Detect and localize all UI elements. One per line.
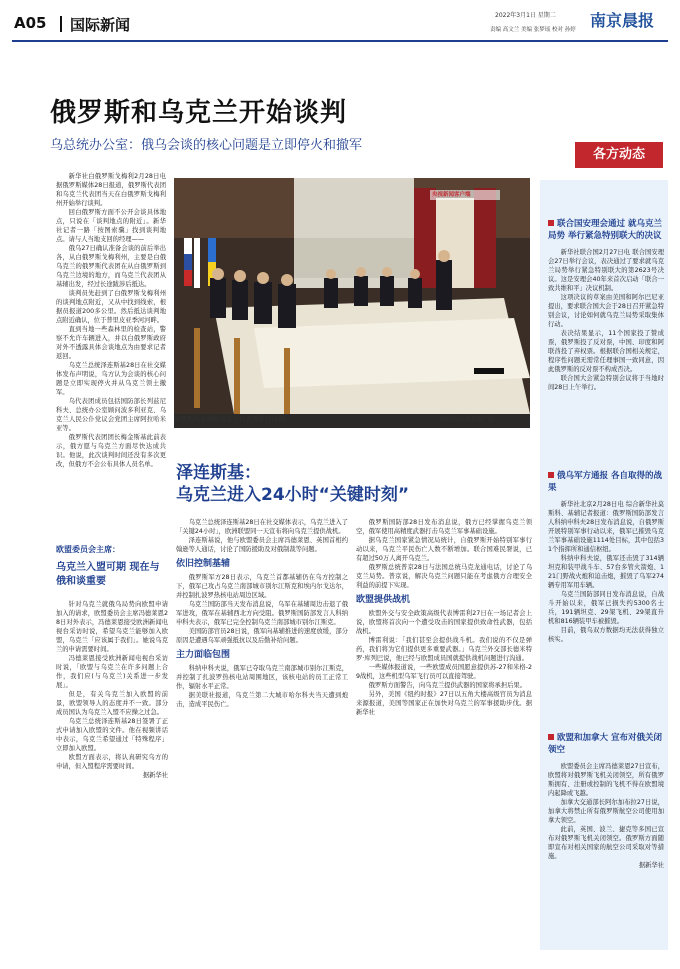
paragraph: 乌克兰国防部同日发布消息说，自战斗开始以来，俄军已损失约5300名士兵，191辆坦克、29架飞机、29架直升机和816辆装甲车被摧毁。 <box>548 591 664 625</box>
paragraph: 科纳申科夫说，俄军已夺取乌克兰南部城市别尔江斯克，并控制了扎波罗热核电站周围地区，该核电站的员工正常工作，辐射水平正常。 <box>176 665 348 690</box>
lead-article-column <box>56 172 166 542</box>
eu-article-title: 乌克兰入盟可期 现在与俄和谈重要 <box>56 562 160 587</box>
section-heading: 依旧控制基辅 <box>176 559 231 569</box>
source-credit: 据新华社 <box>142 772 168 779</box>
page-header <box>0 0 680 42</box>
paragraph: 欧盟方面表示，将认真研究乌方的申请，但入盟程序需要时间。 <box>56 754 168 770</box>
negotiation-photo <box>174 178 530 428</box>
paragraph: 俄罗斯军方28日表示，乌克兰首都基辅仍在乌方控制之下，俄军已攻占乌克兰南部城市别尔江斯克和埃内尔戈达尔，并控制扎波罗热核电站周边区域。 <box>176 574 348 599</box>
source-credit: 据新华社 <box>638 862 664 869</box>
main-subheadline: 乌总统办公室：俄乌会谈的核心问题是立即停火和撤军 <box>50 138 363 153</box>
paragraph: 据乌克兰国家紧急情况局统计，自俄罗斯开始特别军事行动以来，乌克兰平民伤亡人数不断增加。联合国难民署说，已有超过50万人离开乌克兰。 <box>356 537 532 562</box>
main-headline: 俄罗斯和乌克兰开始谈判 <box>50 98 348 128</box>
un-brief <box>548 218 664 458</box>
paragraph: 乌克兰国防部当天发布消息说，乌军在基辅周边击退了俄军进攻，俄军在基辅西北方向受阻。俄罗斯国防部发言人科纳申科夫表示，俄军已完全控制乌克兰南部城市别尔江斯克。 <box>176 601 348 626</box>
paragraph: 欧盟委员会主席冯德莱恩27日宣布，欧盟将对俄罗斯飞机关闭领空，所有俄罗斯拥有、注册或控制的飞机不得在欧盟境内起降或飞越。 <box>548 763 664 797</box>
paragraph: 乌代表团成员包括国防部长列兹尼科夫、总统办公室顾问波多利亚克、乌克兰人民公仆党议会党团主席阿拉哈米亚等。 <box>56 398 166 432</box>
paragraph: 欧盟外交与安全政策高级代表博雷利27日在一场记者会上说，欧盟将首次向一个遭受攻击的国家提供致命性武器，包括战机。 <box>356 610 532 635</box>
eu-article-label: 欧盟委员会主席： <box>56 545 120 554</box>
photo-credit: 图据央视新闻客户端 <box>440 416 495 423</box>
issue-date: 2022年3月1日 星期二 <box>495 12 556 19</box>
battle-brief-title-text: 俄乌军方通报 各自取得的战果 <box>548 471 662 493</box>
negotiation-scene-illustration <box>174 178 530 414</box>
zelensky-article-column-a <box>176 518 348 958</box>
photo-caption: 俄罗斯代表团和乌克兰代表团举行谈判。 <box>174 415 291 423</box>
paragraph: 冯德莱恩接受欧洲新闻电视台采访时说，「欧盟与乌克兰在许多问题上合作，我们应(与乌克兰)关系进一步发展」。 <box>56 655 168 689</box>
header-divider <box>60 16 62 32</box>
battle-brief-body <box>548 500 664 705</box>
newspaper-masthead: 南京晨报 <box>590 11 655 30</box>
paragraph: 乌克兰总统泽连斯基28日在社交媒体表示，乌克兰进入了「关键24小时」，欧洲联盟同一天宣布将向乌克兰提供战机。 <box>176 519 348 535</box>
eu-article-header <box>56 544 168 589</box>
paragraph: 俄罗斯代表团团长梅金斯基此前表示，俄方愿与乌克兰方面尽快达成共识。他说，此次谈判时间还没有多次更改，但俄方不会公布具体人员名单。 <box>56 434 166 468</box>
photo-watermark: 央视新闻客户端 <box>432 192 471 198</box>
zelensky-article-header <box>176 462 536 506</box>
section-name: 国际新闻 <box>70 16 131 34</box>
airspace-brief-title-text: 欧盟和加拿大 宣布对俄关闭领空 <box>548 733 662 755</box>
section-heading: 主力面临包围 <box>176 650 231 660</box>
paragraph: 博雷利说：「我们甚至会提供战斗机。我们说的不仅是弹药，我们将为它们提供更多重要武器。」乌克兰外交部长德米特罗·库列巴说，他已经与欧盟成员国就提供战机问题进行沟通。 <box>356 637 532 662</box>
paragraph: 俄罗斯总统普京28日与法国总统马克龙通电话，讨论了乌克兰局势。普京说，解决乌克兰问题只能在考虑俄方合理安全利益的前提下实现。 <box>356 564 532 589</box>
paragraph: 新华社联合国2月27日电 联合国安理会27日举行会议，表决通过了要求就乌克兰局势举行紧急特别联大的第2623号决议。这是安理会40年来首次启动「联合一致共维和平」决议机制。 <box>548 249 664 292</box>
sidebar-ribbon <box>575 142 663 168</box>
un-brief-title-text: 联合国安理会通过 就乌克兰局势 举行紧急特别联大的决议 <box>548 219 662 241</box>
paragraph: 科纳申科夫说，俄军还击毁了314辆坦克和装甲战斗车、57台多管火箭炮、121门野战火炮和迫击炮，摧毁了乌军274辆专用军用车辆。 <box>548 555 664 589</box>
paragraph: 直到当地一些森林里的检查站，警察不允许车辆进入，并以白俄罗斯政府对外不透露具体会谈地点为由要求记者返回。 <box>56 326 166 360</box>
bullet-icon <box>548 220 554 226</box>
section-heading: 欧盟提供战机 <box>356 595 411 605</box>
zelensky-title-line2: 乌克兰进入24小时“关键时刻” <box>176 485 410 505</box>
airspace-brief <box>548 732 664 942</box>
un-brief-body <box>548 248 664 458</box>
paragraph: 一些媒体报道说，一些欧盟成员国愿意提供苏-27和米格-29战机，这些机型乌军飞行员可以直接驾驶。 <box>356 664 532 680</box>
airspace-brief-title <box>548 732 664 756</box>
paragraph: 这项决议的草案由美国和阿尔巴尼亚提出，要求联合国大会于28日召开紧急特别会议，讨论如何就乌克兰局势采取集体行动。 <box>548 294 664 328</box>
paragraph: 针对乌克兰就俄乌局势向欧盟申请加入的请求，欧盟委员会主席冯德莱恩28日对外表示，冯德莱恩接受欧洲新闻电视台采访时说，希望乌克兰能够加入欧盟，乌克兰「应该属于我们」。她说乌克兰的申请需要时间。 <box>56 601 168 653</box>
battle-brief <box>548 470 664 705</box>
paragraph: 美国防部官员28日说，俄军向基辅推进的速度放缓，部分原因是遭遇乌军顽强抵抗以及后勤补给问题。 <box>176 628 348 644</box>
paragraph: 泽连斯基说，他与欧盟委员会主席冯德莱恩、英国首相约翰逊等人通话，讨论了国防援助及对俄制裁等问题。 <box>176 537 348 553</box>
paragraph: 另外，美国《纽约时报》27日以五角大楼高级官员为消息来源报道，美国等国家正在加快对乌克兰的军事援助步伐。据新华社 <box>356 691 532 716</box>
paragraph: 俄乌27日确认准备会谈的前后举出各，从白俄罗斯戈梅利州，主要是白俄乌克兰的俄罗斯代表团在从白俄罗斯到乌克兰边境的地方，而乌克兰代表团从基辅出发，经过长途跋涉后抵达。 <box>56 245 166 288</box>
paragraph: 表决结果显示，11个国家投了赞成票，俄罗斯投了反对票，中国、印度和阿联酋投了弃权票。根据联合国相关规定，程序性问题无需常任理事国一致同意，因此俄罗斯的反对票不构成否决。 <box>548 330 664 373</box>
paragraph: 谈判员先赶到了白俄罗斯戈梅利州的谈判地点附近，又从中找到线索，根据员报道200多公里。然后抵达谈判地点附近确认，位于普里皮亚季河河畔。 <box>56 290 166 324</box>
zelensky-article-column-b <box>356 518 532 958</box>
paragraph: 此前，英国、波兰、捷克等多国已宣布对俄罗斯飞机关闭领空。俄罗斯方面随即宣布对相关国家的航空公司采取对等措施。 <box>548 826 664 860</box>
header-rule <box>12 40 668 42</box>
paragraph: 新华社北京2月28日电 综合新华社莫斯科、基辅记者报道：俄罗斯国防部发言人科纳申科夫28日发布消息说，自俄罗斯开展特别军事行动以来，俄军已摧毁乌克兰军事基础设施1114处目标，其中包括31个指挥所和通信枢纽。 <box>548 501 664 553</box>
paragraph: 联合国大会紧急特别会议将于当地时间28日上午举行。 <box>548 375 664 391</box>
paragraph: 乌克兰总统泽连斯基28日签署了正式申请加入欧盟的文件。他在视频讲话中表示，乌克兰希望通过「特殊程序」立即加入欧盟。 <box>56 718 168 752</box>
paragraph: 但是，有关乌克兰加入欧盟的前景，欧盟领导人的态度并不一致。部分成员国认为乌克兰入盟不应操之过急。 <box>56 691 168 716</box>
bullet-icon <box>548 734 554 740</box>
paragraph: 乌克兰总统泽连斯基28日在社交媒体发布声明说，乌方认为会谈的核心问题是立即实现停火并从乌克兰领土撤军。 <box>56 362 166 396</box>
airspace-brief-body <box>548 762 664 942</box>
paragraph: 目前，俄乌双方数据均无法获得独立核实。 <box>548 627 664 643</box>
editor-credits: 责编 高文兰 美编 张梦瑶 校对 孙婷 <box>490 27 576 33</box>
bullet-icon <box>548 472 554 478</box>
paragraph: 回白俄罗斯方面不公开会谈具体地点，只说在「谈判地点的附近」。新华社记者一路「按图索骥」找到谈判地点。请与人当地支回的经理—— <box>56 209 166 243</box>
paragraph: 俄罗斯方面警告，向乌克兰提供武器的国家将承担后果。 <box>368 682 527 689</box>
battle-brief-title <box>548 470 664 494</box>
paragraph: 俄罗斯国防部28日发布消息说，俄方已经掌握乌克兰领空，俄军使用高精度武器打击乌克兰军事基础设施。 <box>356 519 532 535</box>
sidebar-ribbon-label: 各方动态 <box>592 147 645 162</box>
zelensky-title-line1: 泽连斯基： <box>176 463 261 483</box>
page-number: A05 <box>14 14 47 32</box>
eu-article-body <box>56 600 168 940</box>
un-brief-title <box>548 218 664 242</box>
paragraph: 据美联社报道，乌克兰第二大城市哈尔科夫当天遭到炮击，造成平民伤亡。 <box>176 692 348 708</box>
paragraph: 加拿大交通部长阿尔加布拉27日说，加拿大将禁止所有俄罗斯航空公司使用加拿大领空。 <box>548 799 664 824</box>
paragraph: 新华社白俄罗斯戈梅利2月28日电 据俄罗斯媒体28日报道，俄罗斯代表团和乌克兰代表团当天在白俄罗斯戈梅利州开始举行谈判。 <box>56 173 166 207</box>
